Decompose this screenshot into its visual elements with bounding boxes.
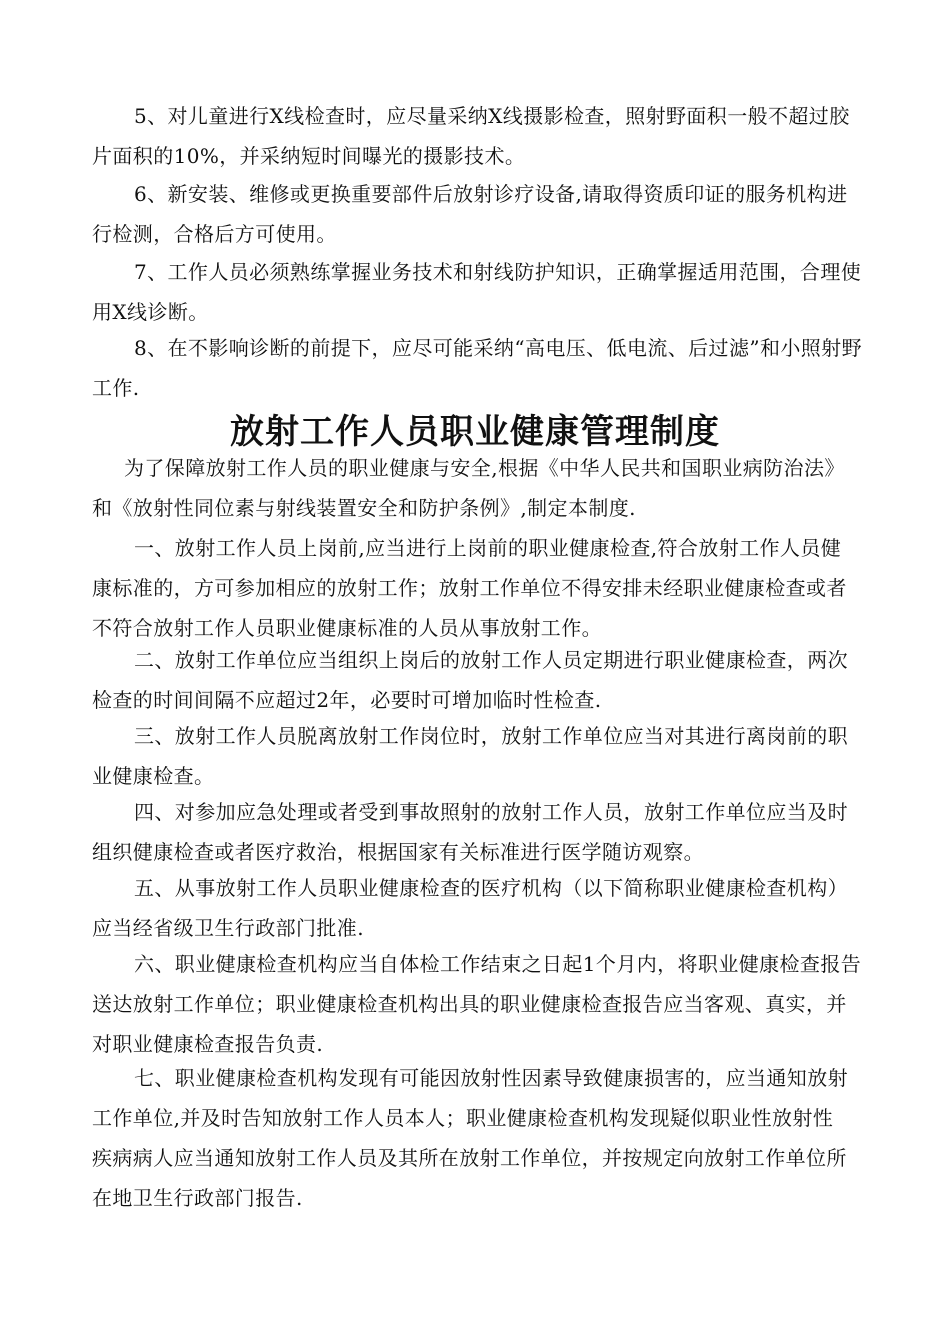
article-6-paragraph: 六、职业健康检查机构应当自体检工作结束之日起1个月内，将职业健康检查报告送达放射工作单位；职业健康检查机构出具的职业健康检查报告应当客观、真实，并对职业健康检查报告负责. bbox=[92, 952, 862, 1056]
item-7-paragraph: 7、工作人员必须熟练掌握业务技术和射线防护知识，正确掌握适用范围，合理使用X线诊断。 bbox=[92, 260, 862, 324]
article-4-paragraph: 四、对参加应急处理或者受到事故照射的放射工作人员，放射工作单位应当及时组织健康检查或者医疗救治，根据国家有关标准进行医学随访观察。 bbox=[92, 800, 848, 864]
article-2-paragraph: 二、放射工作单位应当组织上岗后的放射工作人员定期进行职业健康检查，两次检查的时间间隔不应超过2年，必要时可增加临时性检查. bbox=[92, 648, 848, 712]
intro-paragraph: 为了保障放射工作人员的职业健康与安全,根据《中华人民共和国职业病防治法》和《放射性同位素与射线装置安全和防护条例》,制定本制度. bbox=[92, 456, 845, 520]
item-6-paragraph: 6、新安装、维修或更换重要部件后放射诊疗设备,请取得资质印证的服务机构进行检测，合格后方可使用。 bbox=[92, 182, 848, 246]
article-3-paragraph: 三、放射工作人员脱离放射工作岗位时，放射工作单位应当对其进行离岗前的职业健康检查。 bbox=[92, 724, 848, 788]
item-8-paragraph: 8、在不影响诊断的前提下，应尽可能采纳“高电压、低电流、后过滤”和小照射野工作. bbox=[92, 336, 862, 400]
document-title: 放射工作人员职业健康管理制度 bbox=[230, 412, 720, 452]
article-7-paragraph: 七、职业健康检查机构发现有可能因放射性因素导致健康损害的，应当通知放射工作单位,并及时告知放射工作人员本人；职业健康检查机构发现疑似职业性放射性疾病病人应当通知放射工作人员及其所在放射工作单位，并按规定向放射工作单位所在地卫生行政部门报告. bbox=[92, 1066, 848, 1210]
item-5-paragraph: 5、对儿童进行X线检查时，应尽量采纳X线摄影检查，照射野面积一般不超过胶片面积的10%，并采纳短时间曝光的摄影技术。 bbox=[92, 104, 850, 168]
article-5-paragraph: 五、从事放射工作人员职业健康检查的医疗机构（以下简称职业健康检查机构）应当经省级卫生行政部门批准. bbox=[92, 876, 848, 940]
article-1-paragraph: 一、放射工作人员上岗前,应当进行上岗前的职业健康检查,符合放射工作人员健康标准的，方可参加相应的放射工作；放射工作单位不得安排未经职业健康检查或者不符合放射工作人员职业健康标准的人员从事放射工作。 bbox=[92, 536, 847, 640]
